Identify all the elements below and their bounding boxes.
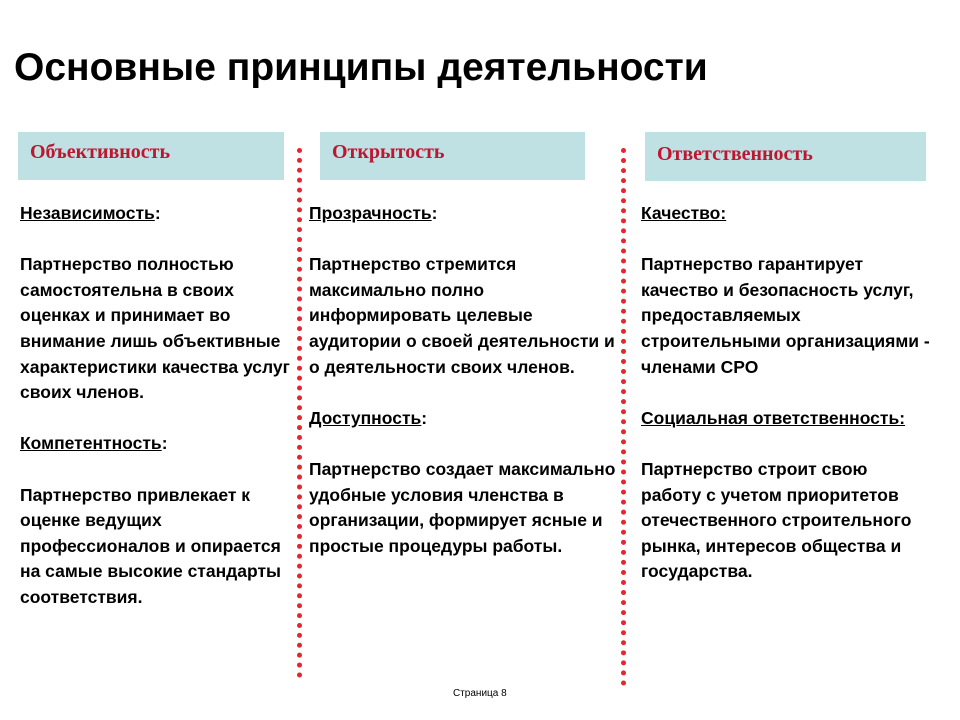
column-body-responsibility [641, 201, 931, 585]
section-heading-text: Социальная ответственность: [641, 407, 906, 428]
section-heading [20, 201, 292, 227]
section-heading-text: Прозрачность [309, 203, 432, 223]
column-header-objectivity: Объективность [18, 132, 284, 180]
column-body-objectivity [20, 201, 292, 611]
column-header-responsibility: Ответственность [645, 132, 926, 181]
section-heading-text: Компетентность [20, 433, 162, 454]
section-heading-suffix: : [161, 433, 168, 454]
section-heading-text: Независимость [20, 203, 155, 223]
section-text: Партнерство создает максимально удобные условия членства в организации, формирует ясные и простые процедуры работы. [309, 458, 616, 556]
section-heading [641, 201, 931, 227]
page-number: Страница 8 [453, 688, 507, 699]
section-heading [309, 406, 619, 432]
column-body-openness [309, 201, 619, 559]
slide-title: Основные принципы деятельности [14, 46, 708, 89]
section-heading [20, 431, 292, 457]
section-text: Партнерство строит свою работу с учетом приоритетов отечественного строительного рынка, интересов общества и государства. [641, 458, 912, 582]
section-heading-suffix: : [431, 203, 438, 223]
section-text: Партнерство гарантирует качество и безопасность услуг, предоставляемых строительными организациями - членами СРО [641, 254, 930, 377]
section-text: Партнерство стремится максимально полно информировать целевые аудитории о своей деятельности и о деятельности своих членов. [309, 254, 615, 377]
dotted-divider-left [297, 148, 302, 678]
section-heading-text: Качество: [641, 203, 727, 223]
column-header-openness: Открытость [320, 132, 585, 180]
section-heading-suffix: : [154, 203, 161, 223]
section-heading [641, 406, 931, 432]
section-heading-suffix: : [421, 407, 428, 428]
section-text: Партнерство полностью самостоятельна в своих оценках и принимает во внимание лишь объективные характеристики качества услуг своих членов. [20, 254, 290, 403]
section-text: Партнерство привлекает к оценке ведущих профессионалов и опирается на самые высокие стандарты соответствия. [20, 484, 281, 607]
section-heading-text: Доступность [309, 407, 422, 428]
dotted-divider-right [621, 148, 626, 686]
section-heading [309, 201, 619, 227]
